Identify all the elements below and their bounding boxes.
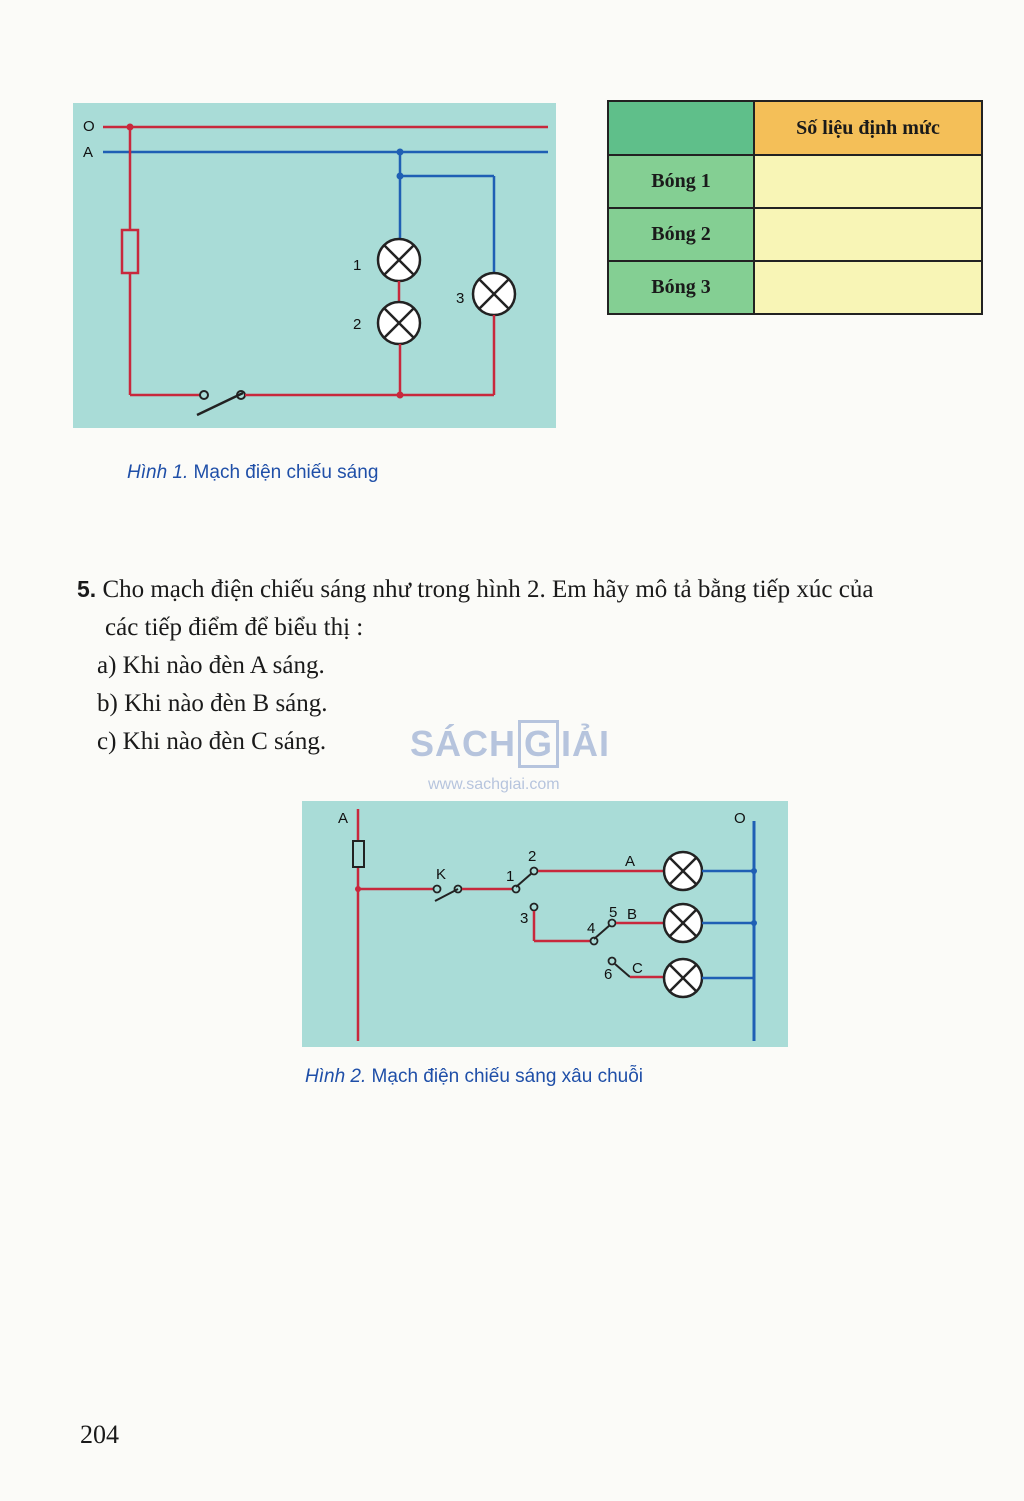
label-contact-5: 5 [609, 904, 618, 921]
figure-2-caption [305, 1066, 643, 1088]
watermark-brand-mid: G [518, 720, 559, 768]
question-item-a: a) Khi nào đèn A sáng. [97, 652, 325, 679]
label-contact-2: 2 [528, 848, 537, 865]
label-line-a: A [338, 810, 349, 827]
table-cell-value [754, 261, 982, 314]
watermark-brand-right: IẢI [561, 723, 611, 764]
figure-1-caption-prefix: Hình 1. [127, 462, 189, 483]
label-lamp-a: A [625, 853, 636, 870]
question-number: 5. [77, 576, 97, 602]
label-line-a: A [83, 144, 94, 161]
table-header: Số liệu định mức [754, 101, 982, 155]
figure-1-caption [127, 462, 378, 484]
question-item-b: b) Khi nào đèn B sáng. [97, 690, 328, 717]
rating-table [607, 100, 983, 315]
question-line-1 [77, 570, 987, 609]
label-lamp-b: B [627, 906, 638, 923]
label-contact-3: 3 [520, 910, 529, 927]
label-contact-6: 6 [604, 966, 613, 983]
label-bulb-2: 2 [353, 316, 362, 333]
table-cell-value [754, 155, 982, 208]
label-bulb-3: 3 [456, 290, 465, 307]
table-corner-cell [608, 101, 754, 155]
label-switch-k: K [436, 866, 447, 883]
label-line-o: O [734, 810, 746, 827]
question-item-c: c) Khi nào đèn C sáng. [97, 728, 327, 755]
figure-2-caption-prefix: Hình 2. [305, 1066, 367, 1087]
watermark-url: www.sachgiai.com [428, 776, 560, 793]
label-contact-4: 4 [587, 920, 596, 937]
label-bulb-1: 1 [353, 257, 362, 274]
figure-2-circuit [302, 801, 788, 1047]
figure-2-caption-text: Mạch điện chiếu sáng xâu chuỗi [366, 1066, 643, 1087]
question-text-1: Cho mạch điện chiếu sáng như trong hình 2. Em hãy mô tả bằng tiếp xúc của [102, 576, 874, 603]
table-cell-value [754, 208, 982, 261]
table-row-label: Bóng 3 [608, 261, 754, 314]
figure-1-caption-text: Mạch điện chiếu sáng [188, 462, 379, 483]
label-line-o: O [83, 118, 95, 135]
label-lamp-c: C [632, 960, 643, 977]
watermark-logo [410, 700, 620, 800]
table-row-label: Bóng 2 [608, 208, 754, 261]
watermark-brand-left: SÁCH [410, 723, 517, 764]
label-contact-1: 1 [506, 868, 515, 885]
figure-1-circuit [73, 103, 556, 428]
table-row-label: Bóng 1 [608, 155, 754, 208]
page-number: 204 [80, 1420, 119, 1449]
question-text-2: các tiếp điểm để biểu thị : [105, 614, 364, 641]
